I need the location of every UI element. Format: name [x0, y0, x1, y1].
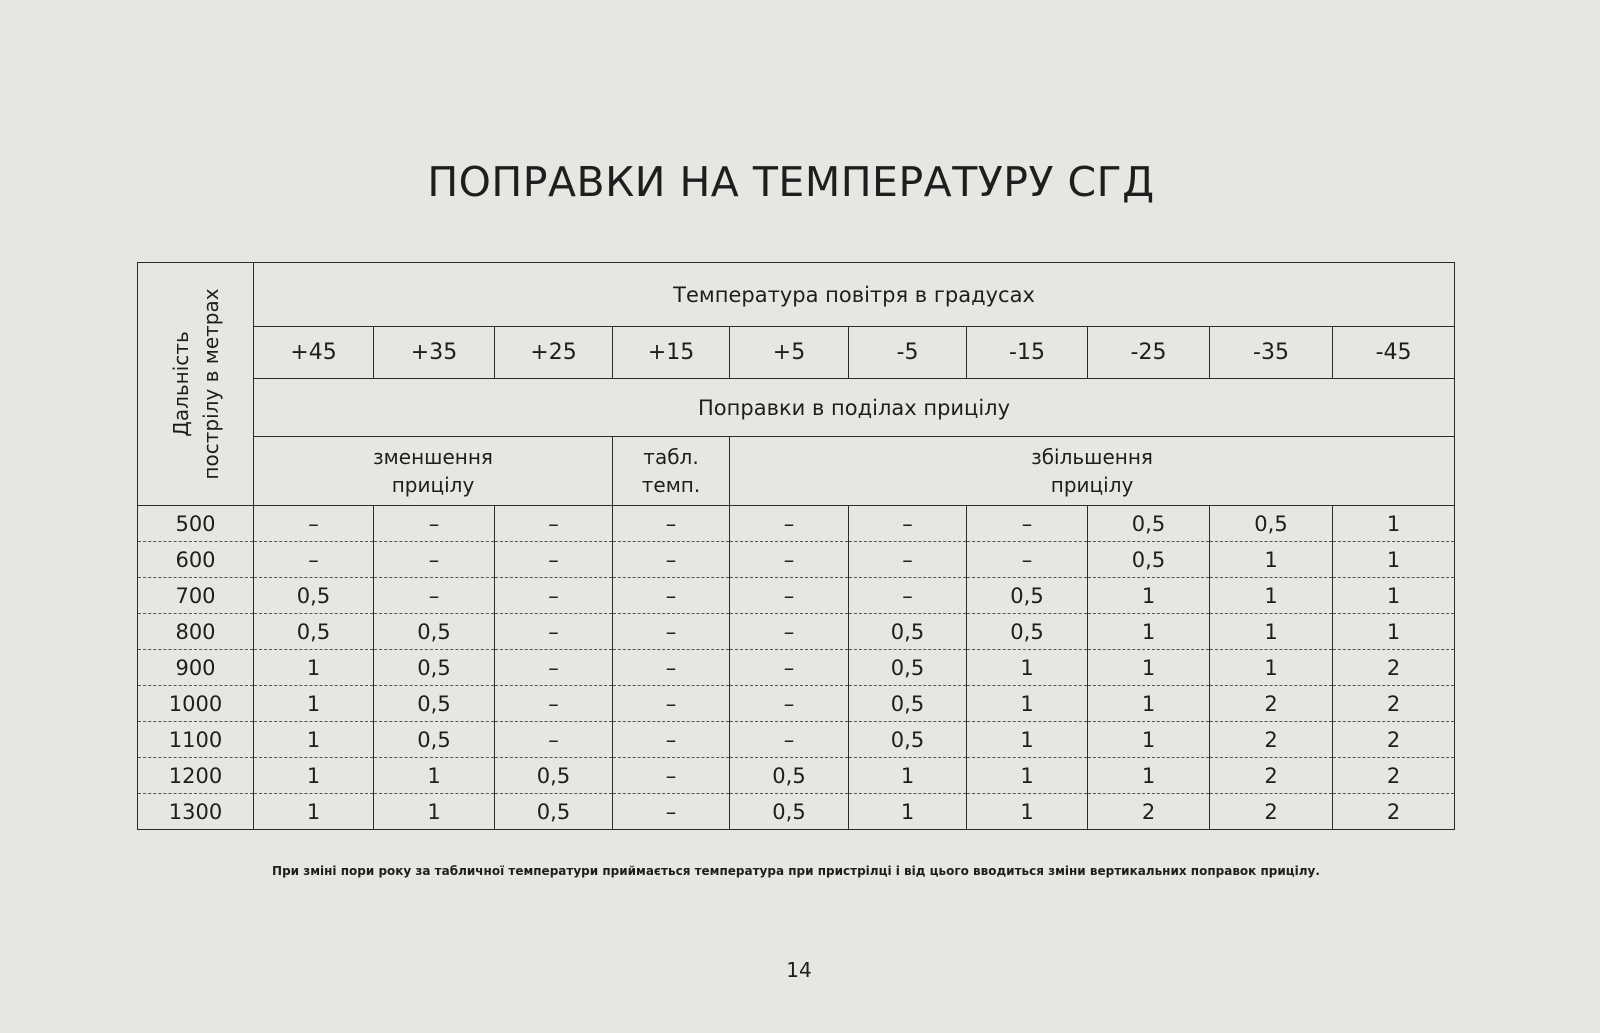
- temperature-cell: +15: [613, 327, 730, 379]
- correction-cell: 0,5: [1088, 542, 1210, 578]
- correction-cell: –: [254, 542, 374, 578]
- range-column-header: [138, 263, 254, 506]
- correction-cell: 0,5: [967, 578, 1088, 614]
- range-cell: 800: [138, 614, 254, 650]
- correction-cell: 1: [1333, 506, 1455, 542]
- correction-cell: 1: [1088, 686, 1210, 722]
- table-row: [138, 578, 1455, 614]
- correction-cell: 0,5: [849, 614, 967, 650]
- correction-cell: 0,5: [1210, 506, 1333, 542]
- correction-cell: –: [495, 686, 613, 722]
- correction-cell: –: [495, 542, 613, 578]
- page-title: ПОПРАВКИ НА ТЕМПЕРАТУРУ СГД: [427, 158, 1155, 206]
- correction-cell: 0,5: [495, 758, 613, 794]
- correction-cell: –: [613, 722, 730, 758]
- correction-cell: –: [495, 614, 613, 650]
- correction-cell: 1: [1333, 542, 1455, 578]
- correction-cell: 2: [1088, 794, 1210, 830]
- range-cell: 700: [138, 578, 254, 614]
- correction-cell: 0,5: [849, 650, 967, 686]
- temperature-values-row: [138, 327, 1455, 379]
- correction-cell: –: [730, 650, 849, 686]
- correction-cell: 1: [849, 794, 967, 830]
- correction-cell: –: [613, 758, 730, 794]
- correction-cell: 1: [967, 722, 1088, 758]
- corrections-header: Поправки в поділах прицілу: [254, 379, 1455, 437]
- table-body: [138, 506, 1455, 830]
- correction-cell: –: [495, 578, 613, 614]
- correction-cell: 1: [967, 758, 1088, 794]
- decrease-line-1: зменшення: [373, 445, 493, 469]
- correction-cell: 0,5: [374, 650, 495, 686]
- correction-cell: 0,5: [967, 614, 1088, 650]
- temperature-cell: +35: [374, 327, 495, 379]
- correction-cell: 1: [254, 722, 374, 758]
- range-cell: 1200: [138, 758, 254, 794]
- decrease-group-header: [254, 437, 613, 506]
- correction-cell: 1: [1088, 614, 1210, 650]
- correction-cell: –: [849, 506, 967, 542]
- table-row: [138, 794, 1455, 830]
- correction-cell: –: [730, 722, 849, 758]
- correction-cell: –: [495, 650, 613, 686]
- correction-cell: 0,5: [254, 614, 374, 650]
- correction-cell: 1: [1088, 722, 1210, 758]
- correction-cell: –: [613, 506, 730, 542]
- correction-cell: 0,5: [254, 578, 374, 614]
- correction-cell: 1: [1088, 650, 1210, 686]
- decrease-line-2: прицілу: [391, 473, 475, 497]
- correction-cell: 2: [1333, 794, 1455, 830]
- table-temp-line-2: темп.: [641, 473, 701, 497]
- temperature-cell: -35: [1210, 327, 1333, 379]
- range-cell: 900: [138, 650, 254, 686]
- correction-cell: 2: [1333, 650, 1455, 686]
- correction-cell: 1: [254, 686, 374, 722]
- correction-cell: –: [495, 506, 613, 542]
- correction-cell: 1: [374, 758, 495, 794]
- correction-cell: –: [374, 578, 495, 614]
- correction-cell: –: [613, 578, 730, 614]
- range-cell: 500: [138, 506, 254, 542]
- correction-cell: 1: [1088, 578, 1210, 614]
- correction-cell: 0,5: [374, 686, 495, 722]
- correction-cell: 1: [254, 794, 374, 830]
- temperature-corrections-table: [137, 262, 1455, 830]
- temperature-cell: -45: [1333, 327, 1455, 379]
- correction-cell: 1: [1210, 650, 1333, 686]
- correction-cell: 1: [967, 686, 1088, 722]
- correction-cell: –: [730, 686, 849, 722]
- increase-line-2: прицілу: [1050, 473, 1134, 497]
- table-row: [138, 506, 1455, 542]
- temperature-cell: +5: [730, 327, 849, 379]
- correction-cell: 0,5: [849, 686, 967, 722]
- correction-cell: 1: [254, 650, 374, 686]
- table-row: [138, 686, 1455, 722]
- increase-group-header: [730, 437, 1455, 506]
- correction-cell: 1: [1088, 758, 1210, 794]
- table-row: [138, 650, 1455, 686]
- range-header-line-2: пострілу в метрах: [198, 288, 223, 480]
- correction-cell: 1: [374, 794, 495, 830]
- correction-cell: –: [730, 578, 849, 614]
- page-number: 14: [786, 958, 812, 982]
- correction-cell: 2: [1210, 722, 1333, 758]
- correction-cell: 1: [967, 650, 1088, 686]
- temperature-cell: +25: [495, 327, 613, 379]
- correction-cell: –: [613, 686, 730, 722]
- range-header-line-1: Дальність: [168, 331, 193, 437]
- correction-cell: 0,5: [730, 794, 849, 830]
- correction-cell: 1: [1333, 578, 1455, 614]
- correction-cell: –: [730, 614, 849, 650]
- correction-cell: 0,5: [849, 722, 967, 758]
- correction-cell: –: [849, 542, 967, 578]
- correction-cell: 1: [1333, 614, 1455, 650]
- correction-cell: 0,5: [374, 614, 495, 650]
- temperature-cell: +45: [254, 327, 374, 379]
- correction-cell: –: [613, 794, 730, 830]
- table-row: [138, 542, 1455, 578]
- table-row: [138, 614, 1455, 650]
- range-cell: 600: [138, 542, 254, 578]
- temperature-cell: -15: [967, 327, 1088, 379]
- correction-cell: 2: [1333, 758, 1455, 794]
- correction-cell: –: [374, 542, 495, 578]
- correction-cell: –: [849, 578, 967, 614]
- correction-cell: –: [374, 506, 495, 542]
- correction-cell: 0,5: [1088, 506, 1210, 542]
- corrections-table-wrapper: [137, 262, 1454, 830]
- correction-cell: –: [967, 506, 1088, 542]
- correction-cell: –: [613, 650, 730, 686]
- correction-cell: –: [967, 542, 1088, 578]
- correction-cell: 2: [1333, 686, 1455, 722]
- correction-cell: 1: [1210, 578, 1333, 614]
- range-cell: 1000: [138, 686, 254, 722]
- correction-cell: 2: [1210, 794, 1333, 830]
- temperature-cell: -5: [849, 327, 967, 379]
- correction-cell: 1: [254, 758, 374, 794]
- correction-cell: 2: [1210, 758, 1333, 794]
- correction-cell: 2: [1333, 722, 1455, 758]
- correction-cell: 1: [1210, 614, 1333, 650]
- increase-line-1: збільшення: [1031, 445, 1153, 469]
- correction-cell: –: [730, 542, 849, 578]
- correction-cell: 0,5: [374, 722, 495, 758]
- correction-cell: –: [613, 614, 730, 650]
- correction-cell: –: [613, 542, 730, 578]
- correction-cell: 2: [1210, 686, 1333, 722]
- correction-cell: 1: [967, 794, 1088, 830]
- range-cell: 1100: [138, 722, 254, 758]
- correction-cell: –: [730, 506, 849, 542]
- range-cell: 1300: [138, 794, 254, 830]
- table-row: [138, 758, 1455, 794]
- correction-cell: –: [495, 722, 613, 758]
- correction-cell: –: [254, 506, 374, 542]
- footnote: При зміні пори року за табличної температури приймається температура при пристрілці і від цього вводиться зміни вертикальних поправок прицілу.: [272, 864, 1320, 878]
- temperature-header: Температура повітря в градусах: [254, 263, 1455, 327]
- table-temp-line-1: табл.: [643, 445, 699, 469]
- correction-cell: 0,5: [730, 758, 849, 794]
- temperature-cell: -25: [1088, 327, 1210, 379]
- correction-cell: 1: [1210, 542, 1333, 578]
- correction-cell: 0,5: [495, 794, 613, 830]
- correction-cell: 1: [849, 758, 967, 794]
- table-row: [138, 722, 1455, 758]
- table-temp-group-header: [613, 437, 730, 506]
